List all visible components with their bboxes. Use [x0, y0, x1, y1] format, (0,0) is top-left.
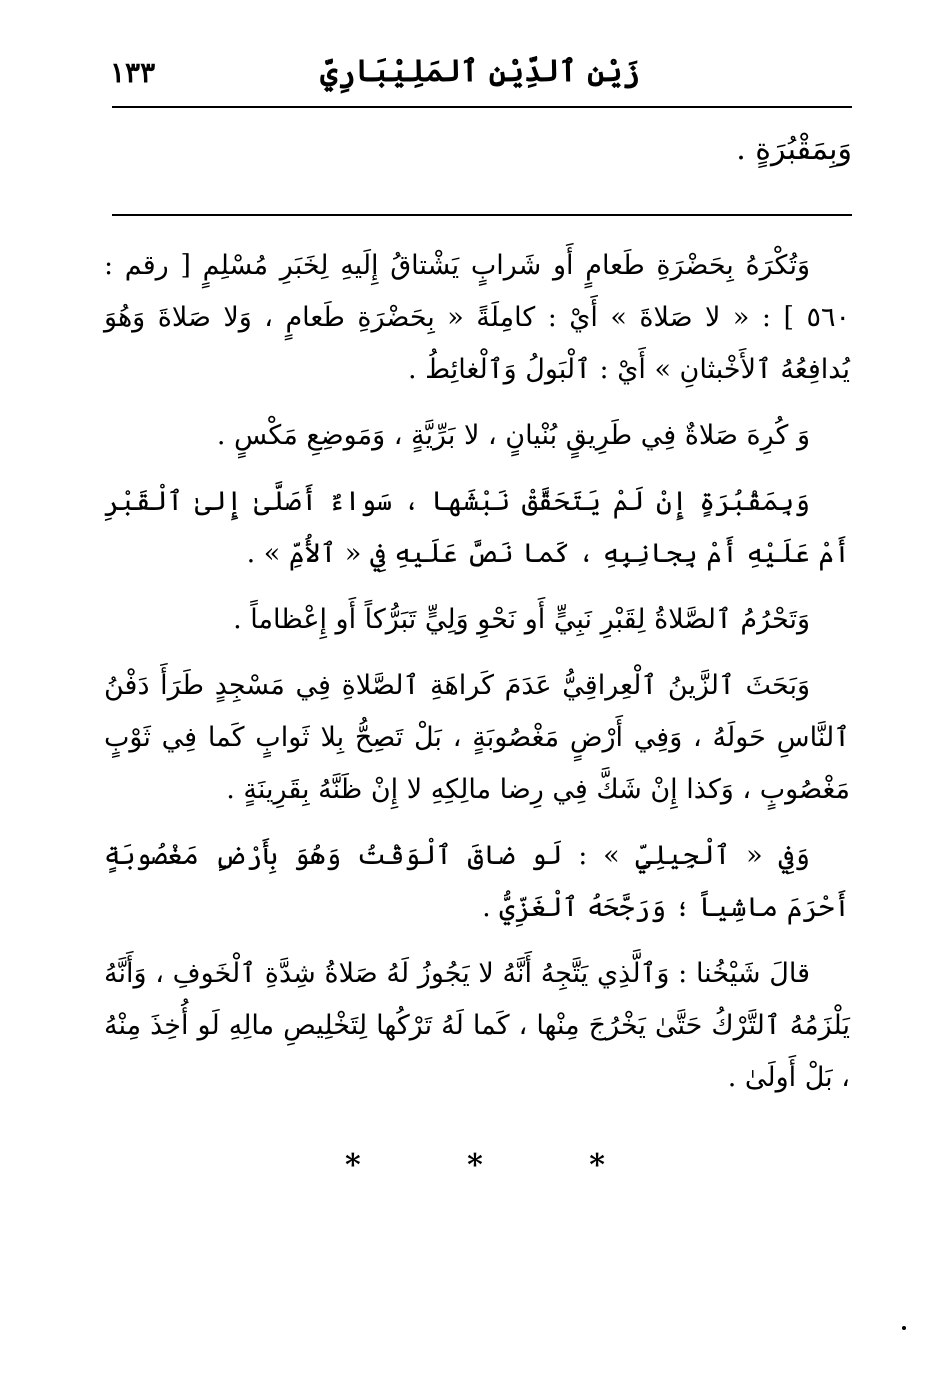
separator-star: * — [467, 1148, 483, 1183]
paragraph: وَبَحَثَ ٱلزَّينُ ٱلْعِراقِيُّ عَدَمَ كَراهَةِ ٱلصَّلاةِ فِي مَسْجِدٍ طَرَأَ دَفْنُ ٱلنَّاسِ حَولَهُ ، وَفِي أَرْضٍ مَغْصُوبَةٍ ، بَلْ تَصِحُّ بِلا ثَوابٍ كَما فِي ثَوْبٍ مَغْصُوبٍ ، وَكذا إِنْ شَكَّ فِي رِضا مالِكِهِ لا إِنْ ظَنَّهُ بِقَرِينَةٍ . — [104, 670, 850, 805]
paragraph: وَبِمَقْبُرَةٍ إِنْ لَمْ يَتَحَقَّقْ نَبْشَها ، سَواءٌ أَصَلَّىٰ إِلىٰ ٱلْقَبْرِ أَمْ عَلَيْهِ أَمْ بِجانِبِهِ ، كَما نَصَّ عَلَيهِ فِي « ٱلأُمِّ » . — [104, 486, 850, 569]
section-separator — [0, 1148, 950, 1183]
header-rule — [112, 106, 852, 108]
separator-star: * — [589, 1148, 605, 1183]
page-number: ١٣٣ — [110, 56, 156, 89]
paragraph: وَتَحْرُمُ ٱلصَّلاةُ لِقَبْرِ نَبِيٍّ أَو نَحْوِ وَلِيٍّ تَبَرُّكاً أَو إِعْظاماً . — [233, 604, 810, 635]
paragraph: وَتُكْرَهُ بِحَضْرَةِ طَعامٍ أَو شَرابٍ يَشْتاقُ إِلَيهِ لِخَبَرِ مُسْلِمٍ [ رقم : ٥٦٠ ] : « لا صَلاةَ » أَيْ : كامِلَةً « بِحَضْرَةِ طَعامٍ ، وَلا صَلاةَ وَهُوَ يُدافِعُهُ ٱلأَخْبثانِ » أَيْ : ٱلْبَولُ وَٱلْغائِطُ . — [104, 250, 850, 385]
separator-star: * — [344, 1148, 361, 1183]
body-text — [104, 240, 850, 1118]
page-header — [110, 50, 852, 106]
scan-speck — [902, 1326, 906, 1330]
section-rule — [112, 214, 852, 216]
paragraph: وَفِي « ٱلْجِيلِيِّ » : لَو ضاقَ ٱلْوَقْتُ وَهُوَ بِأَرْضٍ مَغْصُوبَةٍ أَحْرَمَ ماشِياً ؛ وَرَجَّحَهُ ٱلْغَزِّيُّ . — [104, 840, 850, 923]
paragraph: وَ كُرِهَ صَلاةٌ فِي طَرِيقٍ بُنْيانٍ ، لا بَرِّيَّةٍ ، وَمَوضِعِ مَكْسٍ . — [216, 420, 810, 451]
running-title: زَيْن ٱلدِّيْنِ ٱلمَلِيْبَارِيّ — [320, 54, 640, 89]
continuation-fragment: وَبِمَقْبُرَةٍ . — [736, 132, 852, 167]
paragraph: قالَ شَيْخُنا : وَٱلَّذِي يَتَّجِهُ أَنَّهُ لا يَجُوزُ لَهُ صَلاةُ شِدَّةِ ٱلْخَوفِ ، وَأَنَّهُ يَلْزَمُهُ ٱلتَّرْكُ حَتَّىٰ يَخْرُجَ مِنْها ، كَما لَهُ تَرْكُها لِتَخْلِيصِ مالِهِ لَو أُخِذَ مِنْهُ ، بَلْ أَولَىٰ . — [104, 958, 850, 1093]
